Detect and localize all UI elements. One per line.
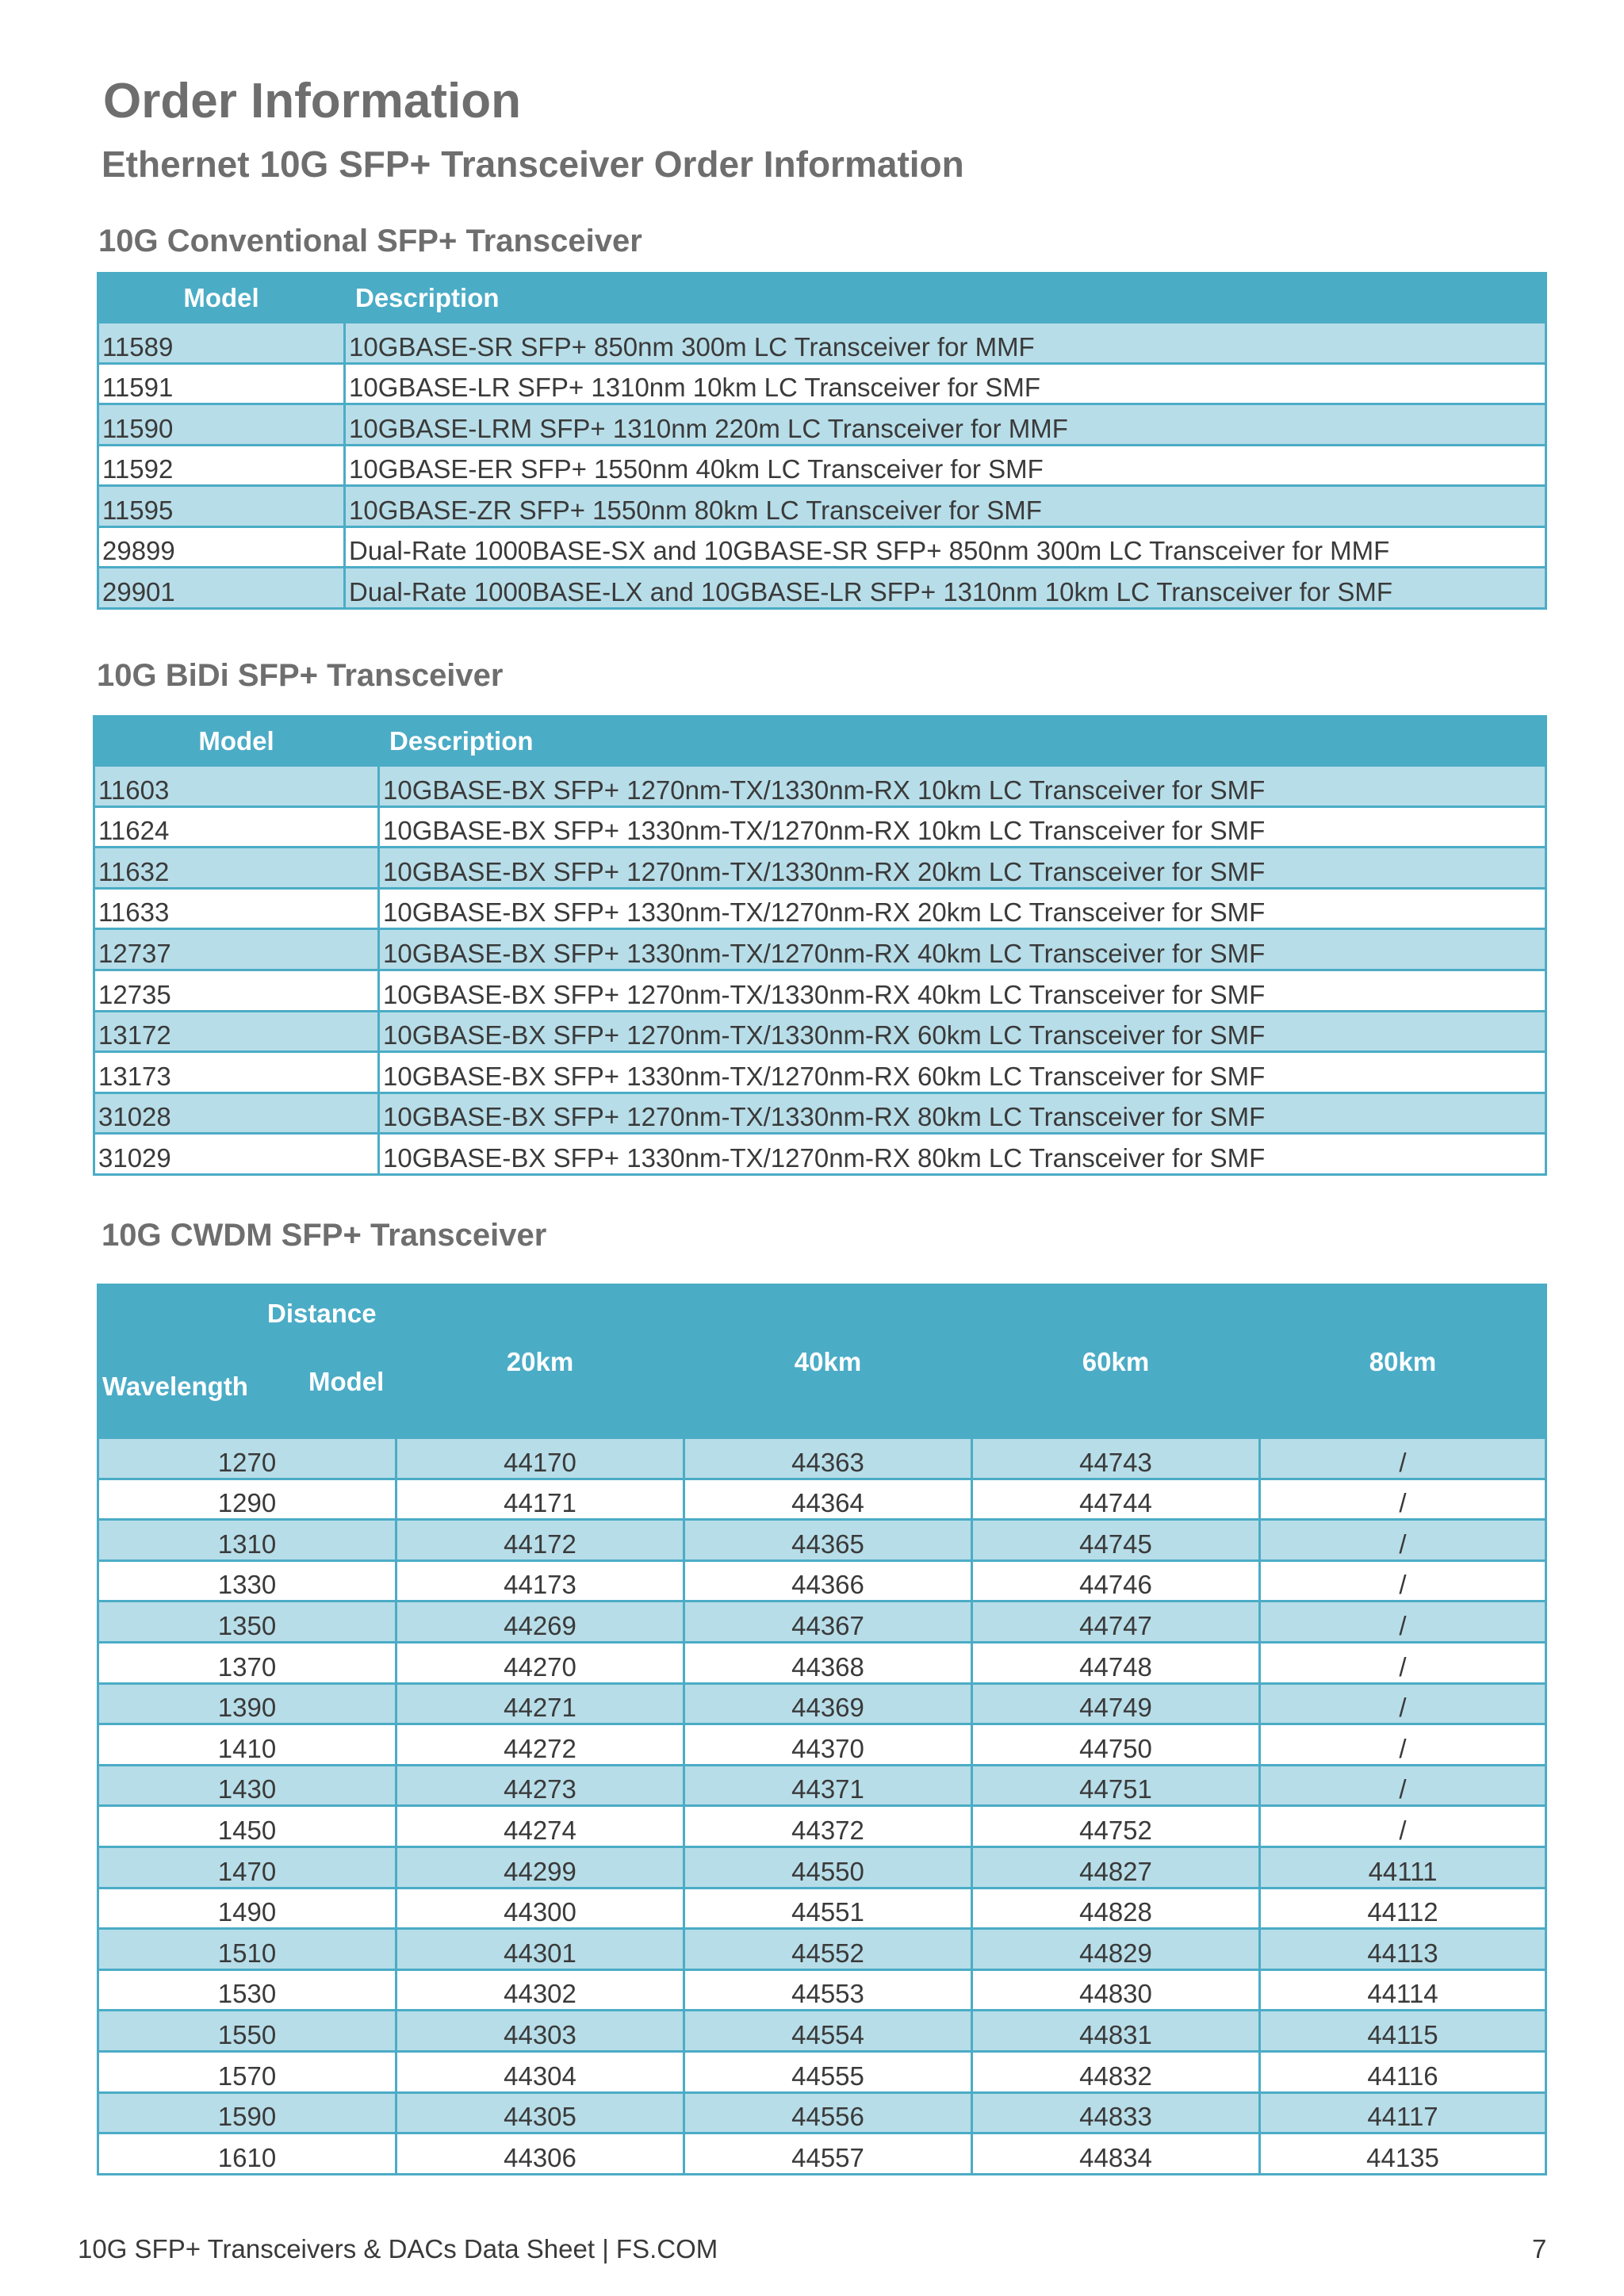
model-cell: 44368 <box>684 1642 972 1683</box>
model-cell: 44747 <box>972 1601 1260 1643</box>
corner-label-model: Model <box>308 1367 385 1396</box>
model-cell: 44831 <box>972 2011 1260 2052</box>
description-cell: 10GBASE-BX SFP+ 1330nm-TX/1270nm-RX 40km LC Transceiver for SMF <box>379 929 1546 970</box>
table-row <box>98 404 1546 446</box>
model-cell: / <box>1260 1765 1546 1806</box>
model-cell: 44300 <box>396 1888 684 1929</box>
description-cell: 10GBASE-ZR SFP+ 1550nm 80km LC Transceiver for SMF <box>345 486 1546 527</box>
bidi-table <box>93 715 1547 1176</box>
model-cell: 44363 <box>684 1438 972 1479</box>
wavelength-cell: 1330 <box>98 1560 396 1601</box>
table-row <box>98 1560 1546 1601</box>
model-cell: 11592 <box>98 445 345 486</box>
model-cell: 44115 <box>1260 2011 1546 2052</box>
model-cell: / <box>1260 1806 1546 1847</box>
model-cell: 44834 <box>972 2133 1260 2175</box>
table-row <box>98 1969 1546 2011</box>
model-cell: 44364 <box>684 1479 972 1520</box>
table-row <box>98 1642 1546 1683</box>
model-cell: 13172 <box>94 1011 379 1052</box>
model-cell: 44554 <box>684 2011 972 2052</box>
table-row <box>98 1806 1546 1847</box>
model-cell: 44272 <box>396 1724 684 1766</box>
corner-label-wavelength: Wavelength <box>102 1372 248 1401</box>
table-row <box>94 806 1546 848</box>
model-cell: 44551 <box>684 1888 972 1929</box>
corner-label-distance: Distance <box>267 1299 377 1328</box>
wavelength-cell: 1570 <box>98 2051 396 2092</box>
model-cell: / <box>1260 1601 1546 1643</box>
table-row <box>98 2051 1546 2092</box>
wavelength-cell: 1610 <box>98 2133 396 2175</box>
description-cell: Dual-Rate 1000BASE-SX and 10GBASE-SR SFP+ 850nm 300m LC Transceiver for MMF <box>345 526 1546 568</box>
model-cell: / <box>1260 1560 1546 1601</box>
model-cell: 11603 <box>94 766 379 807</box>
page-subtitle: Ethernet 10G SFP+ Transceiver Order Information <box>102 144 964 185</box>
column-header-model: Model <box>94 717 379 766</box>
model-cell: 44269 <box>396 1601 684 1643</box>
table-row <box>98 1888 1546 1929</box>
column-header-80km: 80km <box>1260 1285 1546 1438</box>
table-row <box>94 1052 1546 1093</box>
model-cell: 13173 <box>94 1052 379 1093</box>
model-cell: 44746 <box>972 1560 1260 1601</box>
corner-header <box>98 1285 396 1438</box>
model-cell: 11595 <box>98 486 345 527</box>
model-cell: 44299 <box>396 1846 684 1888</box>
model-cell: 44550 <box>684 1846 972 1888</box>
table-row <box>94 766 1546 807</box>
model-cell: 44135 <box>1260 2133 1546 2175</box>
table-row <box>98 2011 1546 2052</box>
model-cell: 44274 <box>396 1806 684 1847</box>
model-cell: 44271 <box>396 1683 684 1724</box>
model-cell: 29901 <box>98 568 345 609</box>
model-cell: 44553 <box>684 1969 972 2011</box>
description-cell: 10GBASE-ER SFP+ 1550nm 40km LC Transceiver for SMF <box>345 445 1546 486</box>
table-row <box>98 1929 1546 1970</box>
description-cell: 10GBASE-BX SFP+ 1330nm-TX/1270nm-RX 60km LC Transceiver for SMF <box>379 1052 1546 1093</box>
model-cell: / <box>1260 1683 1546 1724</box>
model-cell: 44304 <box>396 2051 684 2092</box>
table-row <box>98 526 1546 568</box>
table-row <box>98 2092 1546 2133</box>
model-cell: 44171 <box>396 1479 684 1520</box>
model-cell: 44114 <box>1260 1969 1546 2011</box>
model-cell: 11591 <box>98 363 345 404</box>
model-cell: 44365 <box>684 1520 972 1561</box>
model-cell: 44744 <box>972 1479 1260 1520</box>
table-row <box>98 2133 1546 2175</box>
description-cell: 10GBASE-BX SFP+ 1270nm-TX/1330nm-RX 20km LC Transceiver for SMF <box>379 848 1546 889</box>
description-cell: 10GBASE-BX SFP+ 1270nm-TX/1330nm-RX 80km LC Transceiver for SMF <box>379 1093 1546 1134</box>
column-header-description: Description <box>379 717 1546 766</box>
table-row <box>98 1601 1546 1643</box>
model-cell: 44557 <box>684 2133 972 2175</box>
description-cell: 10GBASE-BX SFP+ 1330nm-TX/1270nm-RX 20km LC Transceiver for SMF <box>379 888 1546 929</box>
wavelength-cell: 1270 <box>98 1438 396 1479</box>
page-title: Order Information <box>103 74 522 128</box>
wavelength-cell: 1450 <box>98 1806 396 1847</box>
model-cell: 44369 <box>684 1683 972 1724</box>
model-cell: 31029 <box>94 1134 379 1175</box>
section-title-conventional: 10G Conventional SFP+ Transceiver <box>98 224 642 258</box>
model-cell: 44743 <box>972 1438 1260 1479</box>
table-row <box>98 1520 1546 1561</box>
description-cell: 10GBASE-SR SFP+ 850nm 300m LC Transceiver for MMF <box>345 323 1546 364</box>
model-cell: 11633 <box>94 888 379 929</box>
model-cell: 44556 <box>684 2092 972 2133</box>
model-cell: 44170 <box>396 1438 684 1479</box>
model-cell: 31028 <box>94 1093 379 1134</box>
wavelength-cell: 1290 <box>98 1479 396 1520</box>
model-cell: 44751 <box>972 1765 1260 1806</box>
wavelength-cell: 1490 <box>98 1888 396 1929</box>
model-cell: 44111 <box>1260 1846 1546 1888</box>
model-cell: / <box>1260 1642 1546 1683</box>
table-row <box>98 486 1546 527</box>
column-header-model: Model <box>98 274 345 323</box>
wavelength-cell: 1530 <box>98 1969 396 2011</box>
column-header-description: Description <box>345 274 1546 323</box>
footer-text: 10G SFP+ Transceivers & DACs Data Sheet | FS.COM <box>78 2234 718 2263</box>
table-row <box>94 888 1546 929</box>
model-cell: 44830 <box>972 1969 1260 2011</box>
table-row <box>94 848 1546 889</box>
table-row <box>94 970 1546 1011</box>
table-row <box>98 1846 1546 1888</box>
table-row <box>98 323 1546 364</box>
model-cell: 44749 <box>972 1683 1260 1724</box>
model-cell: 44172 <box>396 1520 684 1561</box>
model-cell: 11589 <box>98 323 345 364</box>
model-cell: 44305 <box>396 2092 684 2133</box>
model-cell: 44270 <box>396 1642 684 1683</box>
model-cell: / <box>1260 1724 1546 1766</box>
table-row <box>98 1438 1546 1479</box>
model-cell: 44306 <box>396 2133 684 2175</box>
model-cell: 44748 <box>972 1642 1260 1683</box>
wavelength-cell: 1390 <box>98 1683 396 1724</box>
model-cell: 44745 <box>972 1520 1260 1561</box>
table-row <box>94 929 1546 970</box>
section-title-cwdm: 10G CWDM SFP+ Transceiver <box>102 1218 547 1253</box>
wavelength-cell: 1590 <box>98 2092 396 2133</box>
description-cell: 10GBASE-BX SFP+ 1270nm-TX/1330nm-RX 40km LC Transceiver for SMF <box>379 970 1546 1011</box>
description-cell: 10GBASE-LR SFP+ 1310nm 10km LC Transceiver for SMF <box>345 363 1546 404</box>
model-cell: 44173 <box>396 1560 684 1601</box>
description-cell: 10GBASE-LRM SFP+ 1310nm 220m LC Transceiver for MMF <box>345 404 1546 446</box>
description-cell: 10GBASE-BX SFP+ 1330nm-TX/1270nm-RX 80km LC Transceiver for SMF <box>379 1134 1546 1175</box>
model-cell: 44829 <box>972 1929 1260 1970</box>
model-cell: 44828 <box>972 1888 1260 1929</box>
model-cell: 44113 <box>1260 1929 1546 1970</box>
table-row <box>98 568 1546 609</box>
model-cell: 44273 <box>396 1765 684 1806</box>
model-cell: 44752 <box>972 1806 1260 1847</box>
wavelength-cell: 1350 <box>98 1601 396 1643</box>
wavelength-cell: 1310 <box>98 1520 396 1561</box>
model-cell: 44301 <box>396 1929 684 1970</box>
model-cell: 12737 <box>94 929 379 970</box>
table-row <box>98 1765 1546 1806</box>
model-cell: 11632 <box>94 848 379 889</box>
model-cell: 12735 <box>94 970 379 1011</box>
model-cell: 44303 <box>396 2011 684 2052</box>
description-cell: 10GBASE-BX SFP+ 1330nm-TX/1270nm-RX 10km LC Transceiver for SMF <box>379 806 1546 848</box>
table-row <box>98 1724 1546 1766</box>
table-row <box>94 1093 1546 1134</box>
column-header-60km: 60km <box>972 1285 1260 1438</box>
model-cell: 44302 <box>396 1969 684 2011</box>
model-cell: / <box>1260 1520 1546 1561</box>
table-row <box>98 445 1546 486</box>
model-cell: 44112 <box>1260 1888 1546 1929</box>
wavelength-cell: 1510 <box>98 1929 396 1970</box>
model-cell: 29899 <box>98 526 345 568</box>
model-cell: 44371 <box>684 1765 972 1806</box>
model-cell: 11590 <box>98 404 345 446</box>
wavelength-cell: 1550 <box>98 2011 396 2052</box>
model-cell: 44367 <box>684 1601 972 1643</box>
model-cell: 44370 <box>684 1724 972 1766</box>
model-cell: 44372 <box>684 1806 972 1847</box>
table-row <box>94 1011 1546 1052</box>
description-cell: 10GBASE-BX SFP+ 1270nm-TX/1330nm-RX 10km LC Transceiver for SMF <box>379 766 1546 807</box>
model-cell: / <box>1260 1479 1546 1520</box>
model-cell: 11624 <box>94 806 379 848</box>
wavelength-cell: 1410 <box>98 1724 396 1766</box>
model-cell: 44833 <box>972 2092 1260 2133</box>
page-number: 7 <box>1532 2234 1547 2263</box>
table-row <box>98 363 1546 404</box>
description-cell: Dual-Rate 1000BASE-LX and 10GBASE-LR SFP+ 1310nm 10km LC Transceiver for SMF <box>345 568 1546 609</box>
model-cell: / <box>1260 1438 1546 1479</box>
model-cell: 44117 <box>1260 2092 1546 2133</box>
model-cell: 44116 <box>1260 2051 1546 2092</box>
table-row <box>94 1134 1546 1175</box>
description-cell: 10GBASE-BX SFP+ 1270nm-TX/1330nm-RX 60km LC Transceiver for SMF <box>379 1011 1546 1052</box>
wavelength-cell: 1370 <box>98 1642 396 1683</box>
wavelength-cell: 1470 <box>98 1846 396 1888</box>
model-cell: 44827 <box>972 1846 1260 1888</box>
model-cell: 44552 <box>684 1929 972 1970</box>
model-cell: 44555 <box>684 2051 972 2092</box>
conventional-table <box>97 272 1547 610</box>
cwdm-table <box>97 1284 1547 2175</box>
table-row <box>98 1683 1546 1724</box>
section-title-bidi: 10G BiDi SFP+ Transceiver <box>97 658 504 693</box>
model-cell: 44832 <box>972 2051 1260 2092</box>
model-cell: 44750 <box>972 1724 1260 1766</box>
model-cell: 44366 <box>684 1560 972 1601</box>
wavelength-cell: 1430 <box>98 1765 396 1806</box>
column-header-20km: 20km <box>396 1285 684 1438</box>
table-row <box>98 1479 1546 1520</box>
column-header-40km: 40km <box>684 1285 972 1438</box>
